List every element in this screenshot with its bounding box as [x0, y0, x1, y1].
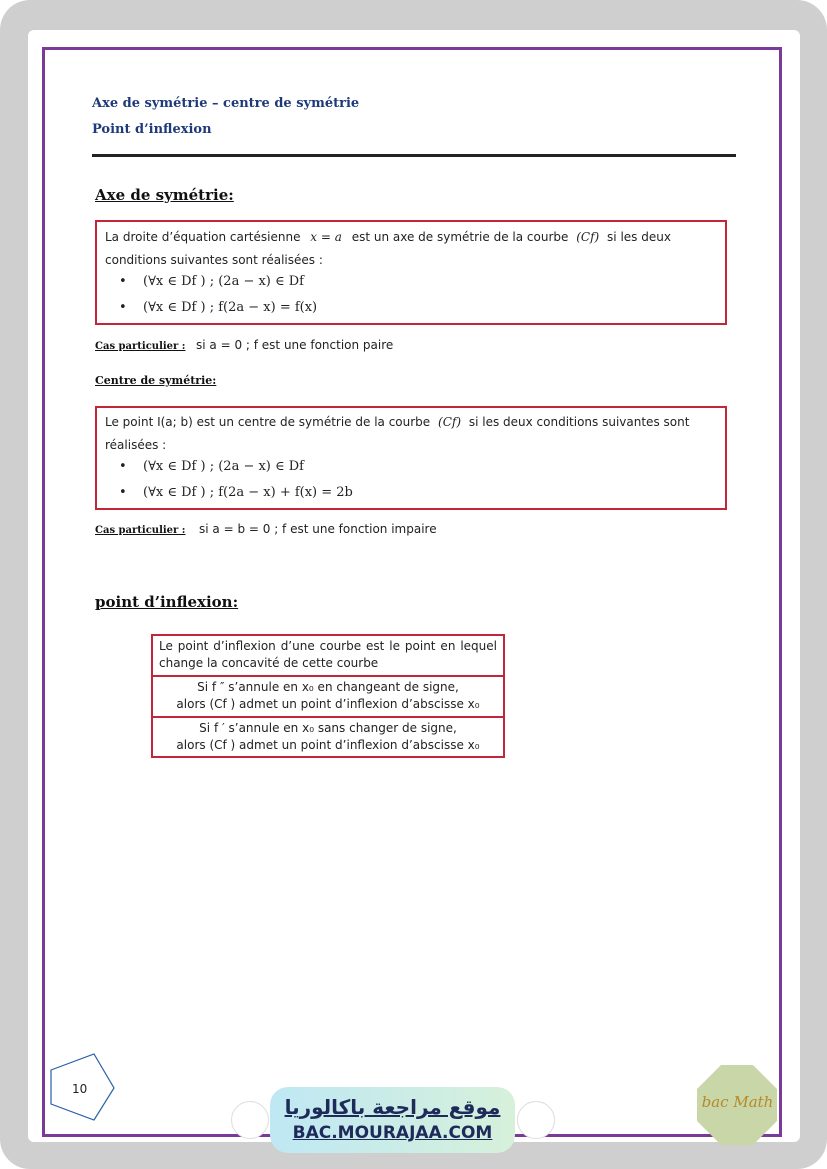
table-row	[152, 635, 504, 676]
bullet-icon: •	[119, 485, 127, 500]
bac-math-logo-text: bac Math	[701, 1093, 774, 1111]
axe-equation: x = a	[310, 230, 342, 244]
inflexion-row2-line2: alors (Cf ) admet un point d’inflexion d’abscisse x₀	[176, 697, 480, 712]
section-title-inflexion: point d’inflexion:	[95, 593, 239, 611]
header-title-2: Point d’inflexion	[92, 122, 212, 137]
centre-text-b: si les deux conditions suivantes sont	[468, 415, 690, 429]
section-title-axe: Axe de symétrie:	[95, 186, 234, 204]
table-row	[152, 676, 504, 717]
inflexion-row3-line2: alors (Cf ) admet un point d’inflexion d’abscisse x₀	[176, 737, 480, 752]
bullet-icon: •	[119, 459, 127, 474]
page-number: 10	[72, 1082, 88, 1096]
table-row	[152, 717, 504, 758]
centre-definition-box	[95, 406, 727, 510]
banner-url-link[interactable]: BAC.MOURAJAA.COM	[292, 1123, 493, 1143]
inflexion-row2-line1: Si f ″ s’annule en x₀ en changeant de signe,	[197, 679, 459, 694]
site-banner[interactable]	[270, 1087, 515, 1153]
axe-cas-text: si a = 0 ; f est une fonction paire	[196, 338, 394, 352]
inflexion-row3-line1: Si f ′ s’annule en x₀ sans changer de signe,	[199, 720, 457, 735]
banner-arabic-text[interactable]: موقع مراجعة باكالوريا	[284, 1095, 501, 1119]
axe-text-a: La droite d’équation cartésienne	[105, 230, 301, 244]
axe-condition-2-text: (∀x ∈ Df ) ; f(2a − x) = f(x)	[143, 300, 318, 315]
centre-definition-line1	[105, 414, 689, 430]
axe-curve: (Cf)	[576, 230, 600, 244]
site-logo-right-icon	[517, 1101, 555, 1139]
inflexion-table	[151, 634, 505, 758]
bullet-icon: •	[119, 300, 127, 315]
centre-text-a: Le point I(a; b) est un centre de symétrie de la courbe	[105, 415, 431, 429]
axe-condition-1	[119, 273, 304, 291]
axe-definition-box	[95, 220, 727, 325]
centre-condition-1-text: (∀x ∈ Df ) ; (2a − x) ∈ Df	[143, 459, 304, 474]
header-title-1: Axe de symétrie – centre de symétrie	[92, 96, 360, 111]
inflexion-case-first-derivative	[152, 717, 504, 758]
centre-cas-label: Cas particulier :	[95, 525, 186, 536]
header-divider	[92, 154, 736, 157]
axe-condition-2	[119, 299, 317, 317]
centre-definition-line2: réalisées :	[105, 438, 167, 452]
centre-condition-2-text: (∀x ∈ Df ) ; f(2a − x) + f(x) = 2b	[143, 485, 353, 500]
bullet-icon: •	[119, 274, 127, 289]
axe-text-c: si les deux	[607, 230, 671, 244]
axe-definition-line2: conditions suivantes sont réalisées :	[105, 253, 323, 267]
inflexion-case-second-derivative	[152, 676, 504, 717]
site-logo-left-icon	[231, 1101, 269, 1139]
centre-cas-text: si a = b = 0 ; f est une fonction impaire	[199, 522, 437, 536]
centre-condition-2	[119, 484, 353, 502]
axe-condition-1-text: (∀x ∈ Df ) ; (2a − x) ∈ Df	[143, 274, 304, 289]
page-border	[42, 47, 782, 1137]
axe-cas-label: Cas particulier :	[95, 341, 186, 352]
section-title-centre: Centre de symétrie:	[95, 374, 217, 387]
axe-definition-line1	[105, 229, 671, 245]
inflexion-definition: Le point d’inflexion d’une courbe est le point en lequel change la concavité de cette courbe	[152, 635, 504, 676]
axe-text-b: est un axe de symétrie de la courbe	[351, 230, 569, 244]
centre-curve: (Cf)	[438, 415, 462, 429]
centre-condition-1	[119, 458, 304, 476]
